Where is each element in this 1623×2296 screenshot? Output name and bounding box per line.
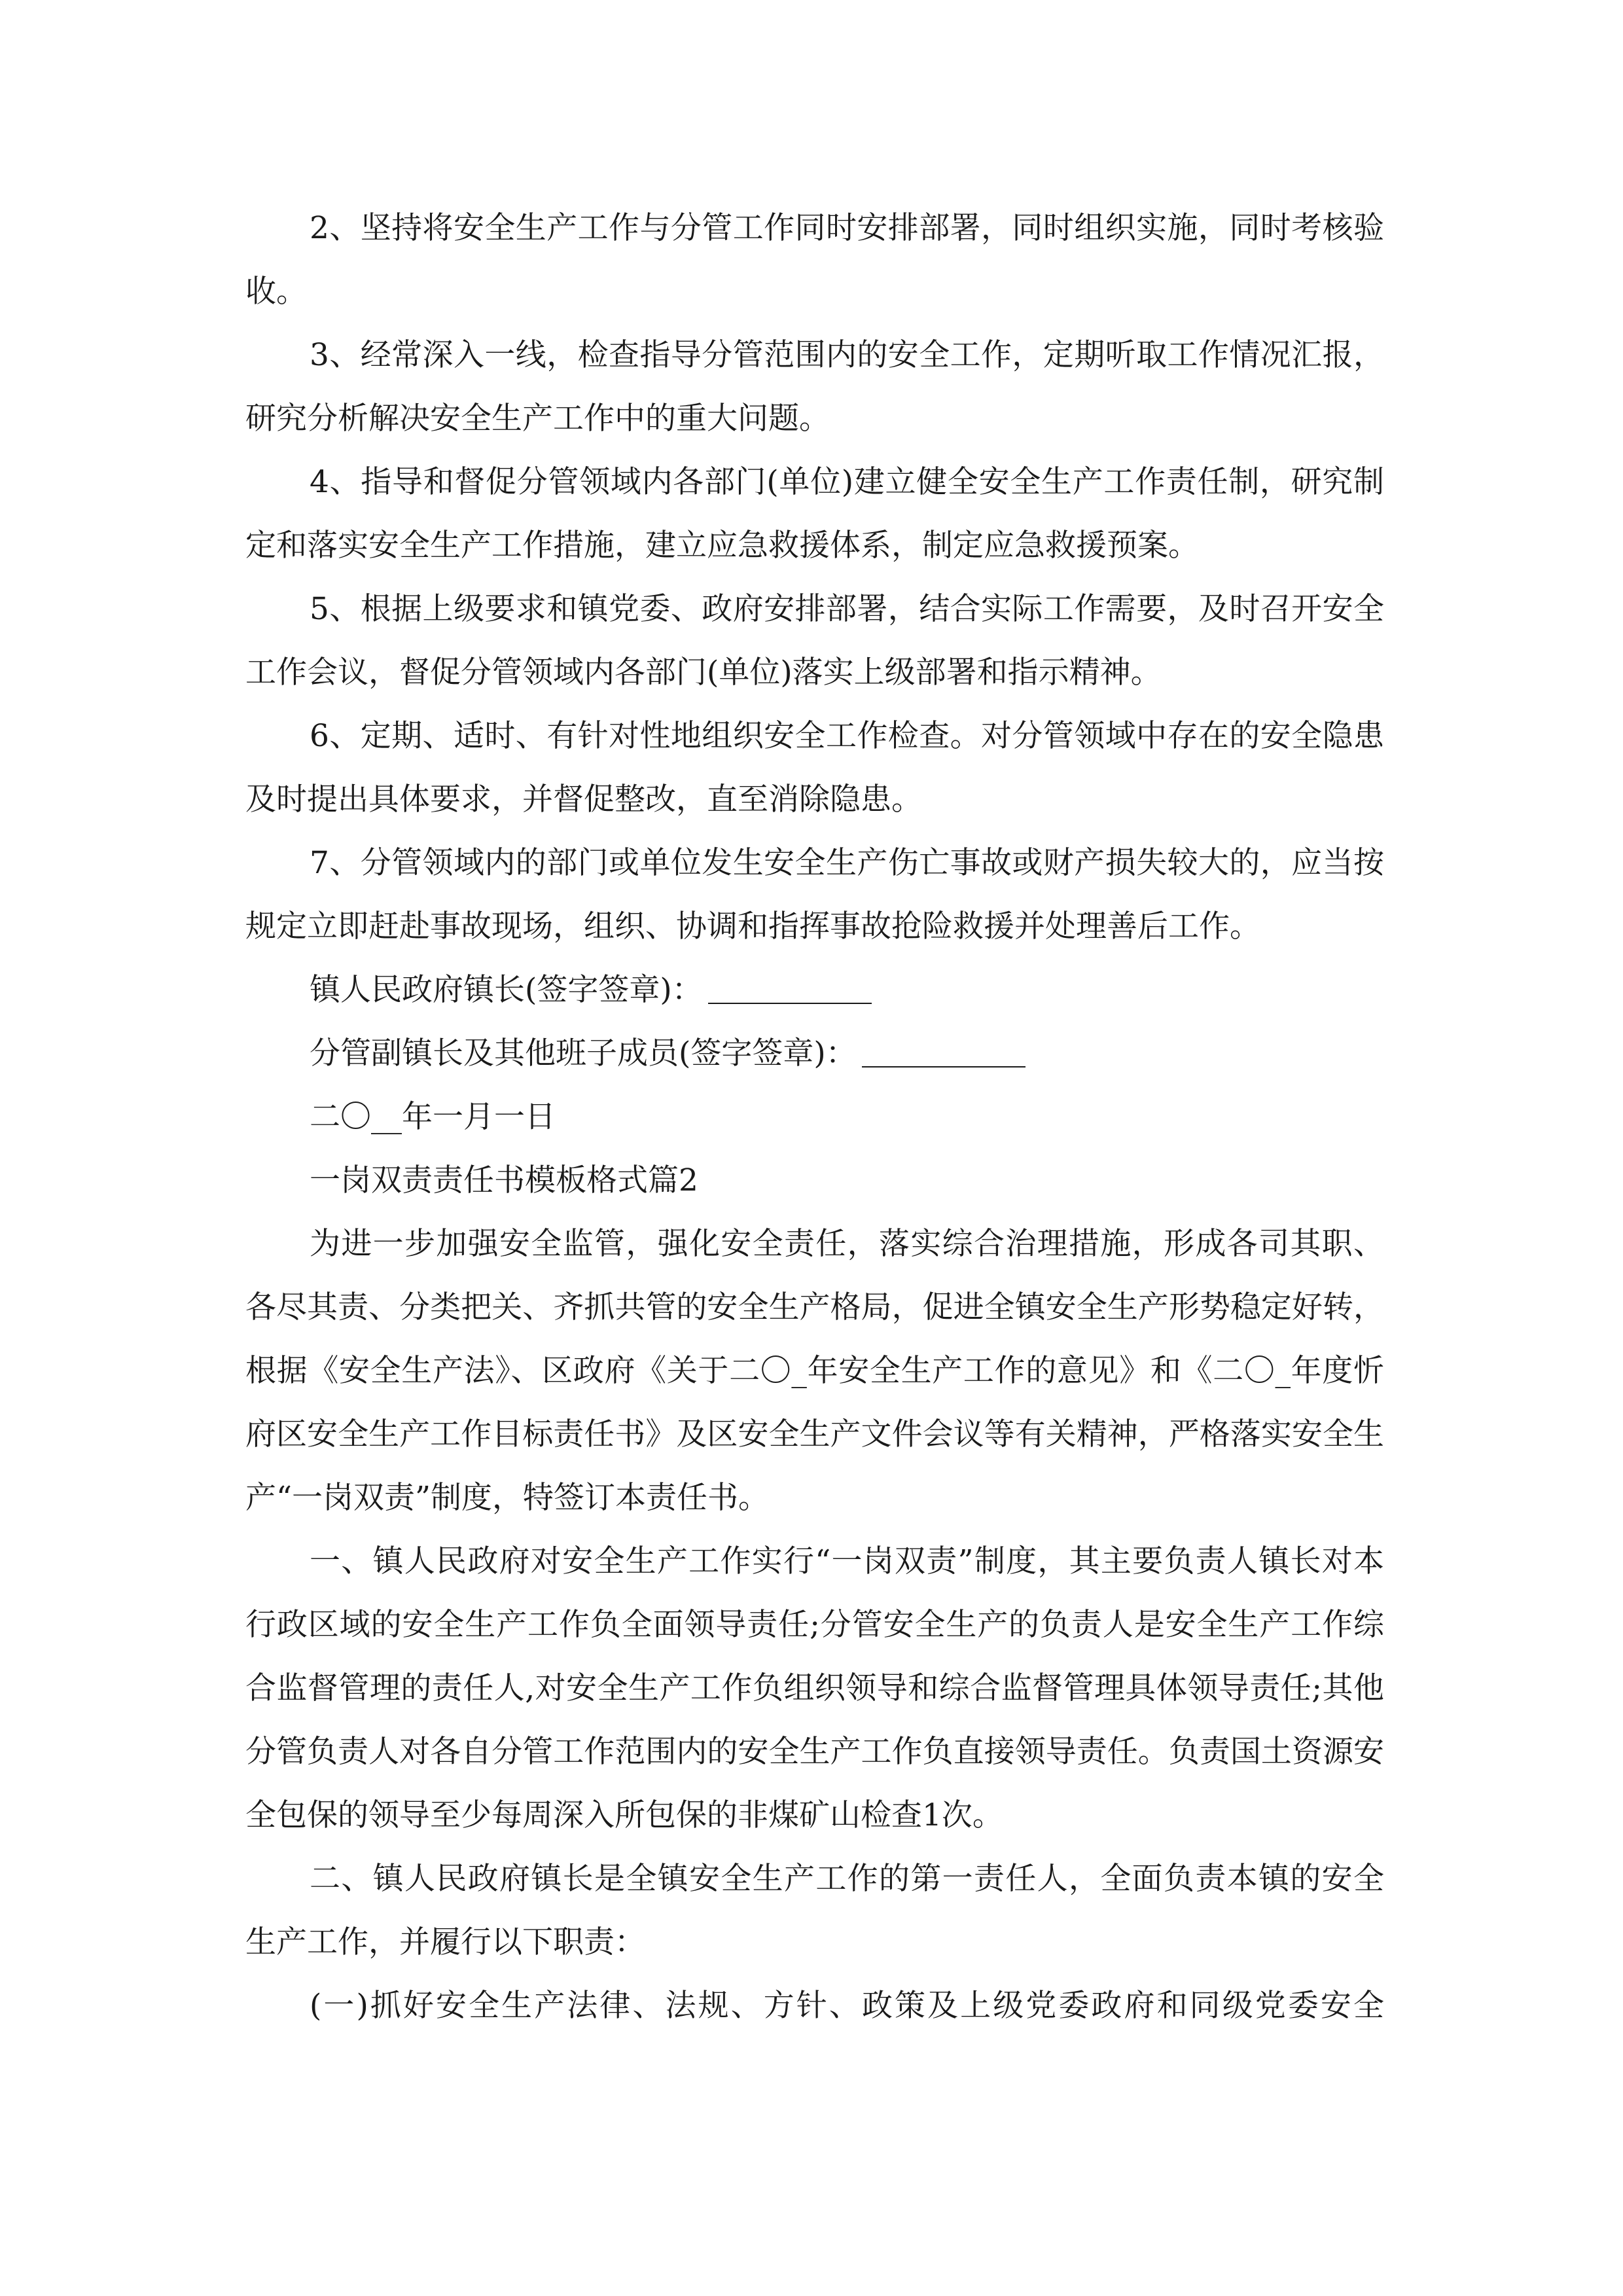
signature-label-deputy: 分管副镇长及其他班子成员(签字签章)：	[310, 1035, 857, 1071]
signature-label-mayor: 镇人民政府镇长(签字签章)：	[310, 972, 703, 1008]
paragraph-item-7: 7、分管领域内的部门或单位发生安全生产伤亡事故或财产损失较大的，应当按规定立即赶赴事故现场，组织、协调和指挥事故抢险救援并处理善后工作。	[245, 845, 1384, 944]
date-line: 二〇__年一月一日	[310, 1099, 556, 1135]
paragraph-clause-2: 二、镇人民政府镇长是全镇安全生产工作的第一责任人，全面负责本镇的安全生产工作，并履行以下职责：	[245, 1861, 1384, 1960]
paragraph-item-4: 4、指导和督促分管领域内各部门(单位)建立健全安全生产工作责任制，研究制定和落实安全生产工作措施，建立应急救援体系，制定应急救援预案。	[245, 464, 1384, 564]
paragraph-item-3: 3、经常深入一线，检查指导分管范围内的安全工作，定期听取工作情况汇报，研究分析解决安全生产工作中的重大问题。	[245, 337, 1384, 437]
paragraph-item-2: 2、坚持将安全生产工作与分管工作同时安排部署，同时组织实施，同时考核验收。	[245, 210, 1384, 310]
signature-blank-deputy	[862, 1030, 1026, 1067]
signature-line-mayor	[245, 958, 1384, 1022]
paragraph-clause-1: 一、镇人民政府对安全生产工作实行“一岗双责”制度，其主要负责人镇长对本行政区域的安全生产工作负全面领导责任;分管安全生产的负责人是安全生产工作综合监督管理的责任人,对安全生产工作负组织领导和综合监督管理具体领导责任;其他分管负责人对各自分管工作范围内的安全生产工作负直接领导责任。负责国土资源安全包保的领导至少每周深入所包保的非煤矿山检查1次。	[245, 1543, 1384, 1833]
paragraph-clause-2-1: (一)抓好安全生产法律、法规、方针、政策及上级党委政府和同级党委安全	[310, 1988, 1384, 2024]
document-body	[245, 196, 1384, 2037]
signature-line-deputy	[245, 1022, 1384, 1085]
signature-blank-mayor	[708, 966, 872, 1004]
paragraph-item-5: 5、根据上级要求和镇党委、政府安排部署，结合实际工作需要，及时召开安全工作会议，督促分管领域内各部门(单位)落实上级部署和指示精神。	[245, 591, 1384, 691]
paragraph-intro: 为进一步加强安全监管，强化安全责任，落实综合治理措施，形成各司其职、各尽其责、分类把关、齐抓共管的安全生产格局，促进全镇安全生产形势稳定好转，根据《安全生产法》、区政府《关于二〇_年安全生产工作的意见》和《二〇_年度忻府区安全生产工作目标责任书》及区安全生产文件会议等有关精神，严格落实安全生产“一岗双责”制度，特签订本责任书。	[245, 1226, 1384, 1516]
section-title: 一岗双责责任书模板格式篇2	[310, 1162, 698, 1198]
paragraph-item-6: 6、定期、适时、有针对性地组织安全工作检查。对分管领域中存在的安全隐患及时提出具体要求，并督促整改，直至消除隐患。	[245, 718, 1384, 817]
